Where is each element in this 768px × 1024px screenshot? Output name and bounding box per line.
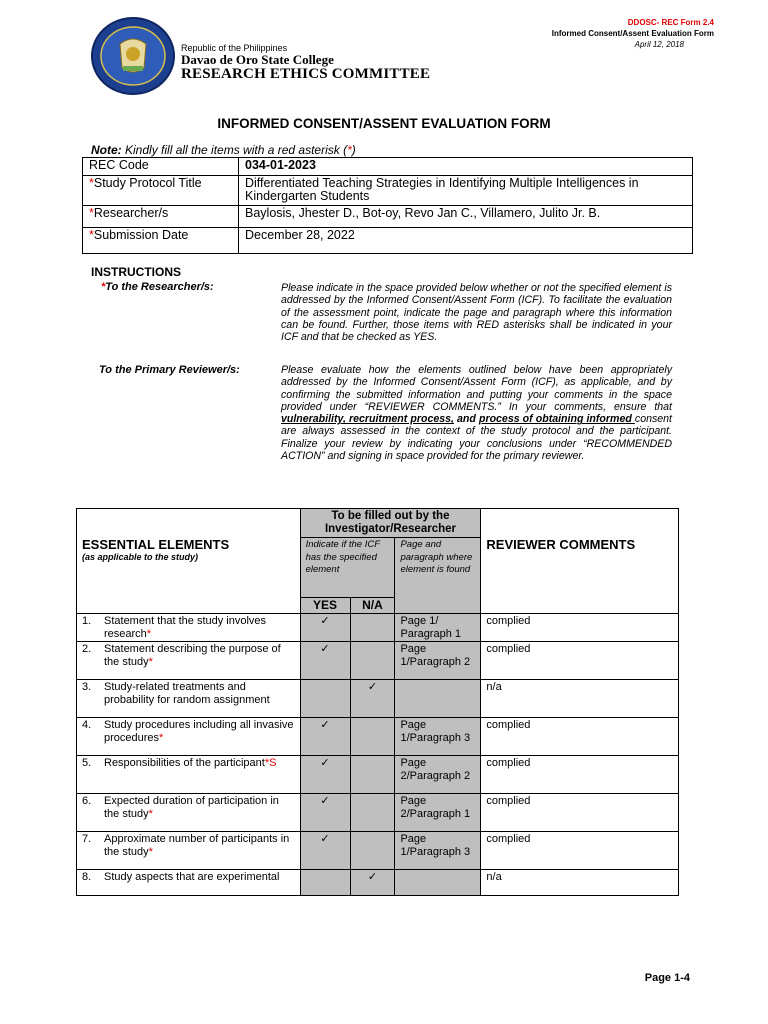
na-cell[interactable] [350, 642, 395, 680]
element-text [104, 643, 295, 668]
yes-header: YES [300, 598, 350, 614]
info-value: Baylosis, Jhester D., Bot-oy, Revo Jan C., Villamero, Julito Jr. B. [239, 206, 693, 228]
committee-name: RESEARCH ETHICS COMMITTEE [181, 66, 431, 82]
note-close: ) [351, 143, 356, 157]
essential-header-cell [77, 538, 301, 614]
reviewer-instructions: Please evaluate how the elements outlined below have been appropriately addressed by the Informed Consent/Assent Form (ICF), as applicable, and by confirming the submitted information and putting your comments in the space provided under “REVIEWER COMMENTS.” In your comments, ensure that vulnerability, recruitment process, and process of obtaining informed consent are always assessed in the context of the study protocol and the participant. Finalize your review by indicating your conclusions under “RECOMMENDED ACTION” and signing in space provided for the primary reviewer. [281, 364, 672, 463]
na-cell[interactable] [350, 756, 395, 794]
required-mark: * [148, 845, 153, 858]
investigator-header: To be filled out by the Investigator/Researcher [300, 509, 481, 538]
element-number: 6. [82, 795, 92, 807]
reviewer-comment-cell[interactable]: n/a [481, 680, 679, 718]
note-text: Kindly fill all the items with a red asterisk ( [125, 143, 348, 157]
yes-cell[interactable] [300, 870, 350, 896]
note-line [91, 143, 356, 157]
na-cell[interactable] [350, 870, 395, 896]
element-text [104, 719, 295, 744]
college-name: Davao de Oro State College [181, 52, 334, 67]
info-label-text: REC Code [89, 158, 149, 172]
reviewer-bold-1: vulnerability, recruitment process, [281, 413, 454, 426]
check-icon: ✓ [320, 615, 330, 627]
element-cell [77, 756, 301, 794]
yes-cell[interactable] [300, 614, 350, 642]
instructions-heading: INSTRUCTIONS [91, 265, 181, 279]
check-icon: ✓ [367, 871, 378, 883]
note-label: Note: [91, 143, 122, 157]
reviewer-comment-cell[interactable]: n/a [481, 870, 679, 896]
yes-cell[interactable] [300, 718, 350, 756]
page-paragraph-cell[interactable]: Page 1/Paragraph 3 [395, 832, 481, 870]
check-icon: ✓ [320, 833, 330, 845]
info-row [83, 176, 693, 206]
researcher-label: *To the Researcher/s: [101, 281, 214, 293]
element-text [104, 871, 279, 884]
element-cell [77, 642, 301, 680]
na-cell[interactable] [350, 832, 395, 870]
form-code: DDOSC- REC Form 2.4 [627, 18, 714, 27]
element-description: Statement that the study involves research [104, 615, 267, 640]
reviewer-comment-cell[interactable]: complied [481, 718, 679, 756]
element-number: 1. [82, 615, 92, 627]
info-label [83, 228, 239, 254]
element-cell [77, 614, 301, 642]
info-row [83, 158, 693, 176]
required-asterisk: * [89, 228, 94, 242]
na-cell[interactable] [350, 718, 395, 756]
reviewer-label: To the Primary Reviewer/s: [99, 364, 240, 376]
reviewer-comments-header: REVIEWER COMMENTS [481, 538, 679, 614]
yes-cell[interactable] [300, 642, 350, 680]
reviewer-comment-cell[interactable]: complied [481, 794, 679, 832]
college-seal-logo [90, 16, 176, 96]
info-label-text: Submission Date [93, 228, 189, 242]
element-cell [77, 680, 301, 718]
element-description: Study-related treatments and probability for random assignment [104, 681, 270, 706]
essential-title: ESSENTIAL ELEMENTS [82, 536, 230, 552]
element-text [104, 757, 276, 770]
form-title-small: Informed Consent/Assent Evaluation Form [551, 29, 714, 38]
info-label-text: Study Protocol Title [93, 176, 202, 190]
element-text [104, 795, 295, 820]
element-number: 3. [82, 681, 92, 693]
essential-subtitle: (as applicable to the study) [82, 552, 199, 562]
required-asterisk: * [89, 206, 94, 220]
check-icon: ✓ [320, 795, 330, 807]
info-label [83, 176, 239, 206]
required-asterisk: * [89, 176, 94, 190]
page-paragraph-cell[interactable]: Page 1/Paragraph 2 [395, 642, 481, 680]
page-paragraph-cell[interactable]: Page 1/ Paragraph 1 [395, 614, 481, 642]
element-row [77, 642, 679, 680]
na-header: N/A [350, 598, 395, 614]
info-value: December 28, 2022 [239, 228, 693, 254]
info-value: 034-01-2023 [239, 158, 693, 176]
page-paragraph-header: Page and paragraph where element is found [395, 538, 481, 614]
element-number: 8. [82, 871, 92, 883]
info-row [83, 228, 693, 254]
element-row [77, 870, 679, 896]
yes-cell[interactable] [300, 832, 350, 870]
element-number: 2. [82, 643, 92, 655]
page-paragraph-cell[interactable] [395, 870, 481, 896]
yes-cell[interactable] [300, 680, 350, 718]
element-number: 7. [82, 833, 92, 845]
required-mark: *S [264, 757, 277, 769]
check-icon: ✓ [320, 719, 330, 731]
element-description: Approximate number of participants in the study [104, 833, 290, 858]
info-label [83, 206, 239, 228]
element-row [77, 680, 679, 718]
element-row [77, 832, 679, 870]
page-number: Page 1-4 [644, 972, 690, 984]
info-value: Differentiated Teaching Strategies in Identifying Multiple Intelligences in Kindergarten Students [239, 176, 693, 206]
element-description: Statement describing the purpose of the study [104, 643, 281, 668]
element-text [104, 615, 295, 640]
info-label-text: Researcher/s [93, 206, 169, 220]
element-text [104, 681, 295, 706]
page-paragraph-cell[interactable]: Page 2/Paragraph 2 [395, 756, 481, 794]
yes-cell[interactable] [300, 794, 350, 832]
page-title: INFORMED CONSENT/ASSENT EVALUATION FORM [217, 116, 551, 131]
element-row [77, 614, 679, 642]
required-mark: * [148, 655, 153, 668]
essential-elements-table [76, 508, 679, 896]
republic-text: Republic of the Philippines [181, 43, 288, 53]
element-number: 5. [82, 757, 92, 769]
required-mark: * [146, 627, 152, 640]
page-paragraph-cell[interactable] [395, 680, 481, 718]
na-cell[interactable] [350, 680, 395, 718]
yes-cell[interactable] [300, 756, 350, 794]
element-description: Study procedures including all invasive procedures [104, 719, 294, 744]
reviewer-bold-2: process of obtaining informed [478, 413, 635, 426]
required-mark: * [148, 807, 153, 820]
check-icon: ✓ [320, 643, 330, 655]
reviewer-comment-cell[interactable]: complied [481, 756, 679, 794]
form-date: April 12, 2018 [634, 40, 684, 49]
element-description: Expected duration of participation in the study [104, 795, 279, 820]
element-cell [77, 794, 301, 832]
required-mark: * [159, 731, 164, 744]
element-cell [77, 832, 301, 870]
study-info-table [82, 157, 693, 254]
element-row [77, 718, 679, 756]
researcher-instructions: Please indicate in the space provided below whether or not the specified element is addressed by the Informed Consent/Assent Form (ICF). To facilitate the evaluation of the assessment point, indicate the page and paragraph where this information can be found. Further, those items with RED asterisks shall be indicated in your ICF and that be checked as YES. [281, 282, 672, 344]
indicate-header: Indicate if the ICF has the specified element [300, 538, 395, 598]
info-label [83, 158, 239, 176]
note-asterisk: * [347, 143, 352, 157]
element-description: Responsibilities of the participant [104, 757, 265, 769]
page-paragraph-cell[interactable]: Page 1/Paragraph 3 [395, 718, 481, 756]
info-row [83, 206, 693, 228]
check-icon: ✓ [320, 757, 330, 769]
element-number: 4. [82, 719, 92, 731]
page-paragraph-cell[interactable]: Page 2/Paragraph 1 [395, 794, 481, 832]
element-cell [77, 718, 301, 756]
element-row [77, 756, 679, 794]
element-cell [77, 870, 301, 896]
reviewer-comment-cell[interactable]: complied [481, 614, 679, 642]
element-text [104, 833, 295, 858]
reviewer-comment-cell[interactable]: complied [481, 832, 679, 870]
reviewer-comment-cell[interactable]: complied [481, 642, 679, 680]
na-cell[interactable] [350, 614, 395, 642]
check-icon: ✓ [367, 681, 378, 693]
element-description: Study aspects that are experimental [104, 871, 280, 883]
element-row [77, 794, 679, 832]
na-cell[interactable] [350, 794, 395, 832]
